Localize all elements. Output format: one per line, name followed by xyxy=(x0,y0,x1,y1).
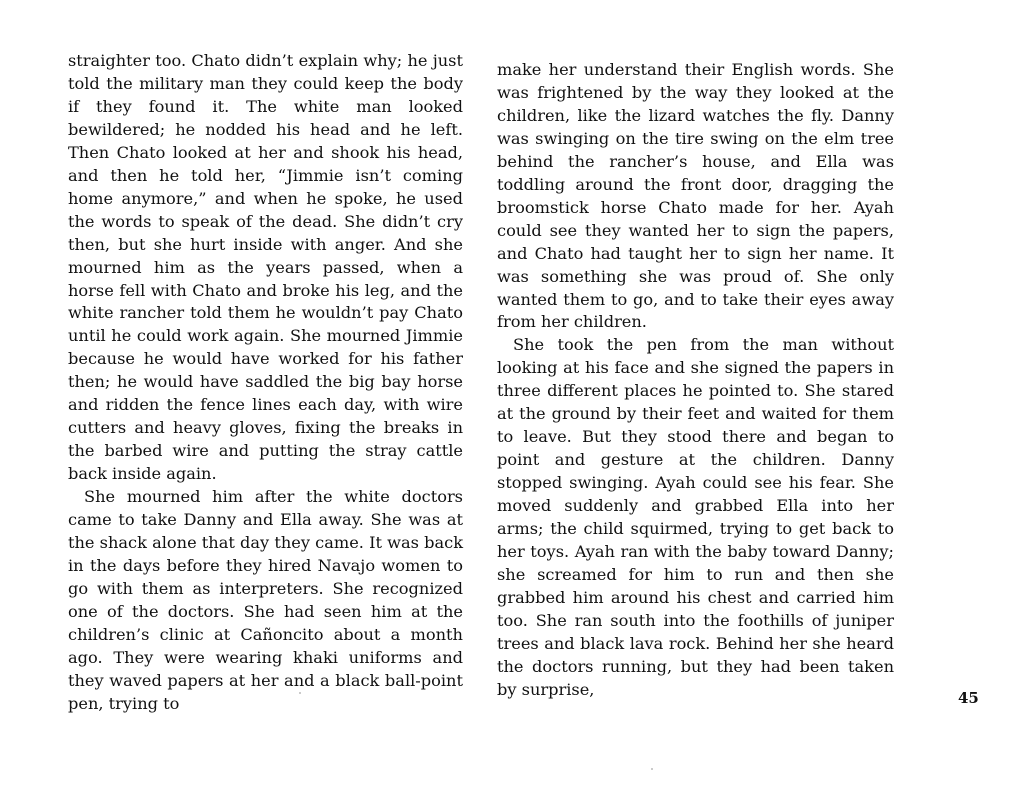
paragraph: She took the pen from the man without looking at his face and she signed the papers in three different places he pointed to. She stared at the ground by their feet and waited for them to leave. But they stood there and began to point and gesture at the children. Danny stopped swinging. Ayah could see his fear. She moved suddenly and grabbed Ella into her arms; the child squirmed, trying to get back to her toys. Ayah ran with the baby toward Danny; she screamed for him to run and then she grabbed him around his chest and carried him too. She ran south into the foothills of juniper trees and black lava rock. Behind her she heard the doctors running, but they had been taken by surprise, xyxy=(497,335,894,699)
scan-speck xyxy=(299,692,301,694)
paragraph-continued: straighter too. Chato didn’t explain why; he just told the military man they could keep the body if they found it. The white man looked bewildered; he nodded his head and he left. Then Chato looked at her and shook his head, and then he told her, “Jimmie isn’t coming home anymore,” and when he spoke, he used the words to speak of the dead. She didn’t cry then, but she hurt inside with anger. And she mourned him as the years passed, when a horse fell with Chato and broke his leg, and the white rancher told them he wouldn’t pay Chato until he could work again. She mourned Jimmie because he would have worked for his father then; he would have saddled the big bay horse and ridden the fence lines each day, with wire cutters and heavy gloves, fixing the breaks in the barbed wire and putting the stray cattle back inside again. xyxy=(68,51,463,484)
left-text-column xyxy=(68,50,463,716)
paragraph: She mourned him after the white doctors came to take Danny and Ella away. She was at the shack alone that day they came. It was back in the days before they hired Navajo women to go with them as interpreters. She recognized one of the doctors. She had seen him at the children’s clinic at Cañoncito about a month ago. They were wearing khaki uniforms and they waved papers at her and a black ball-point pen, trying to xyxy=(68,487,463,713)
right-text-column xyxy=(497,59,894,702)
page-number: 45 xyxy=(958,689,979,707)
paragraph-continued: make her understand their English words. She was frightened by the way they looked at the children, like the lizard watches the fly. Danny was swinging on the tire swing on the elm tree behind the rancher’s house, and Ella was toddling around the front door, dragging the broomstick horse Chato made for her. Ayah could see they wanted her to sign the papers, and Chato had taught her to sign her name. It was something she was proud of. She only wanted them to go, and to take their eyes away from her children. xyxy=(497,60,894,332)
scan-speck xyxy=(651,768,653,770)
